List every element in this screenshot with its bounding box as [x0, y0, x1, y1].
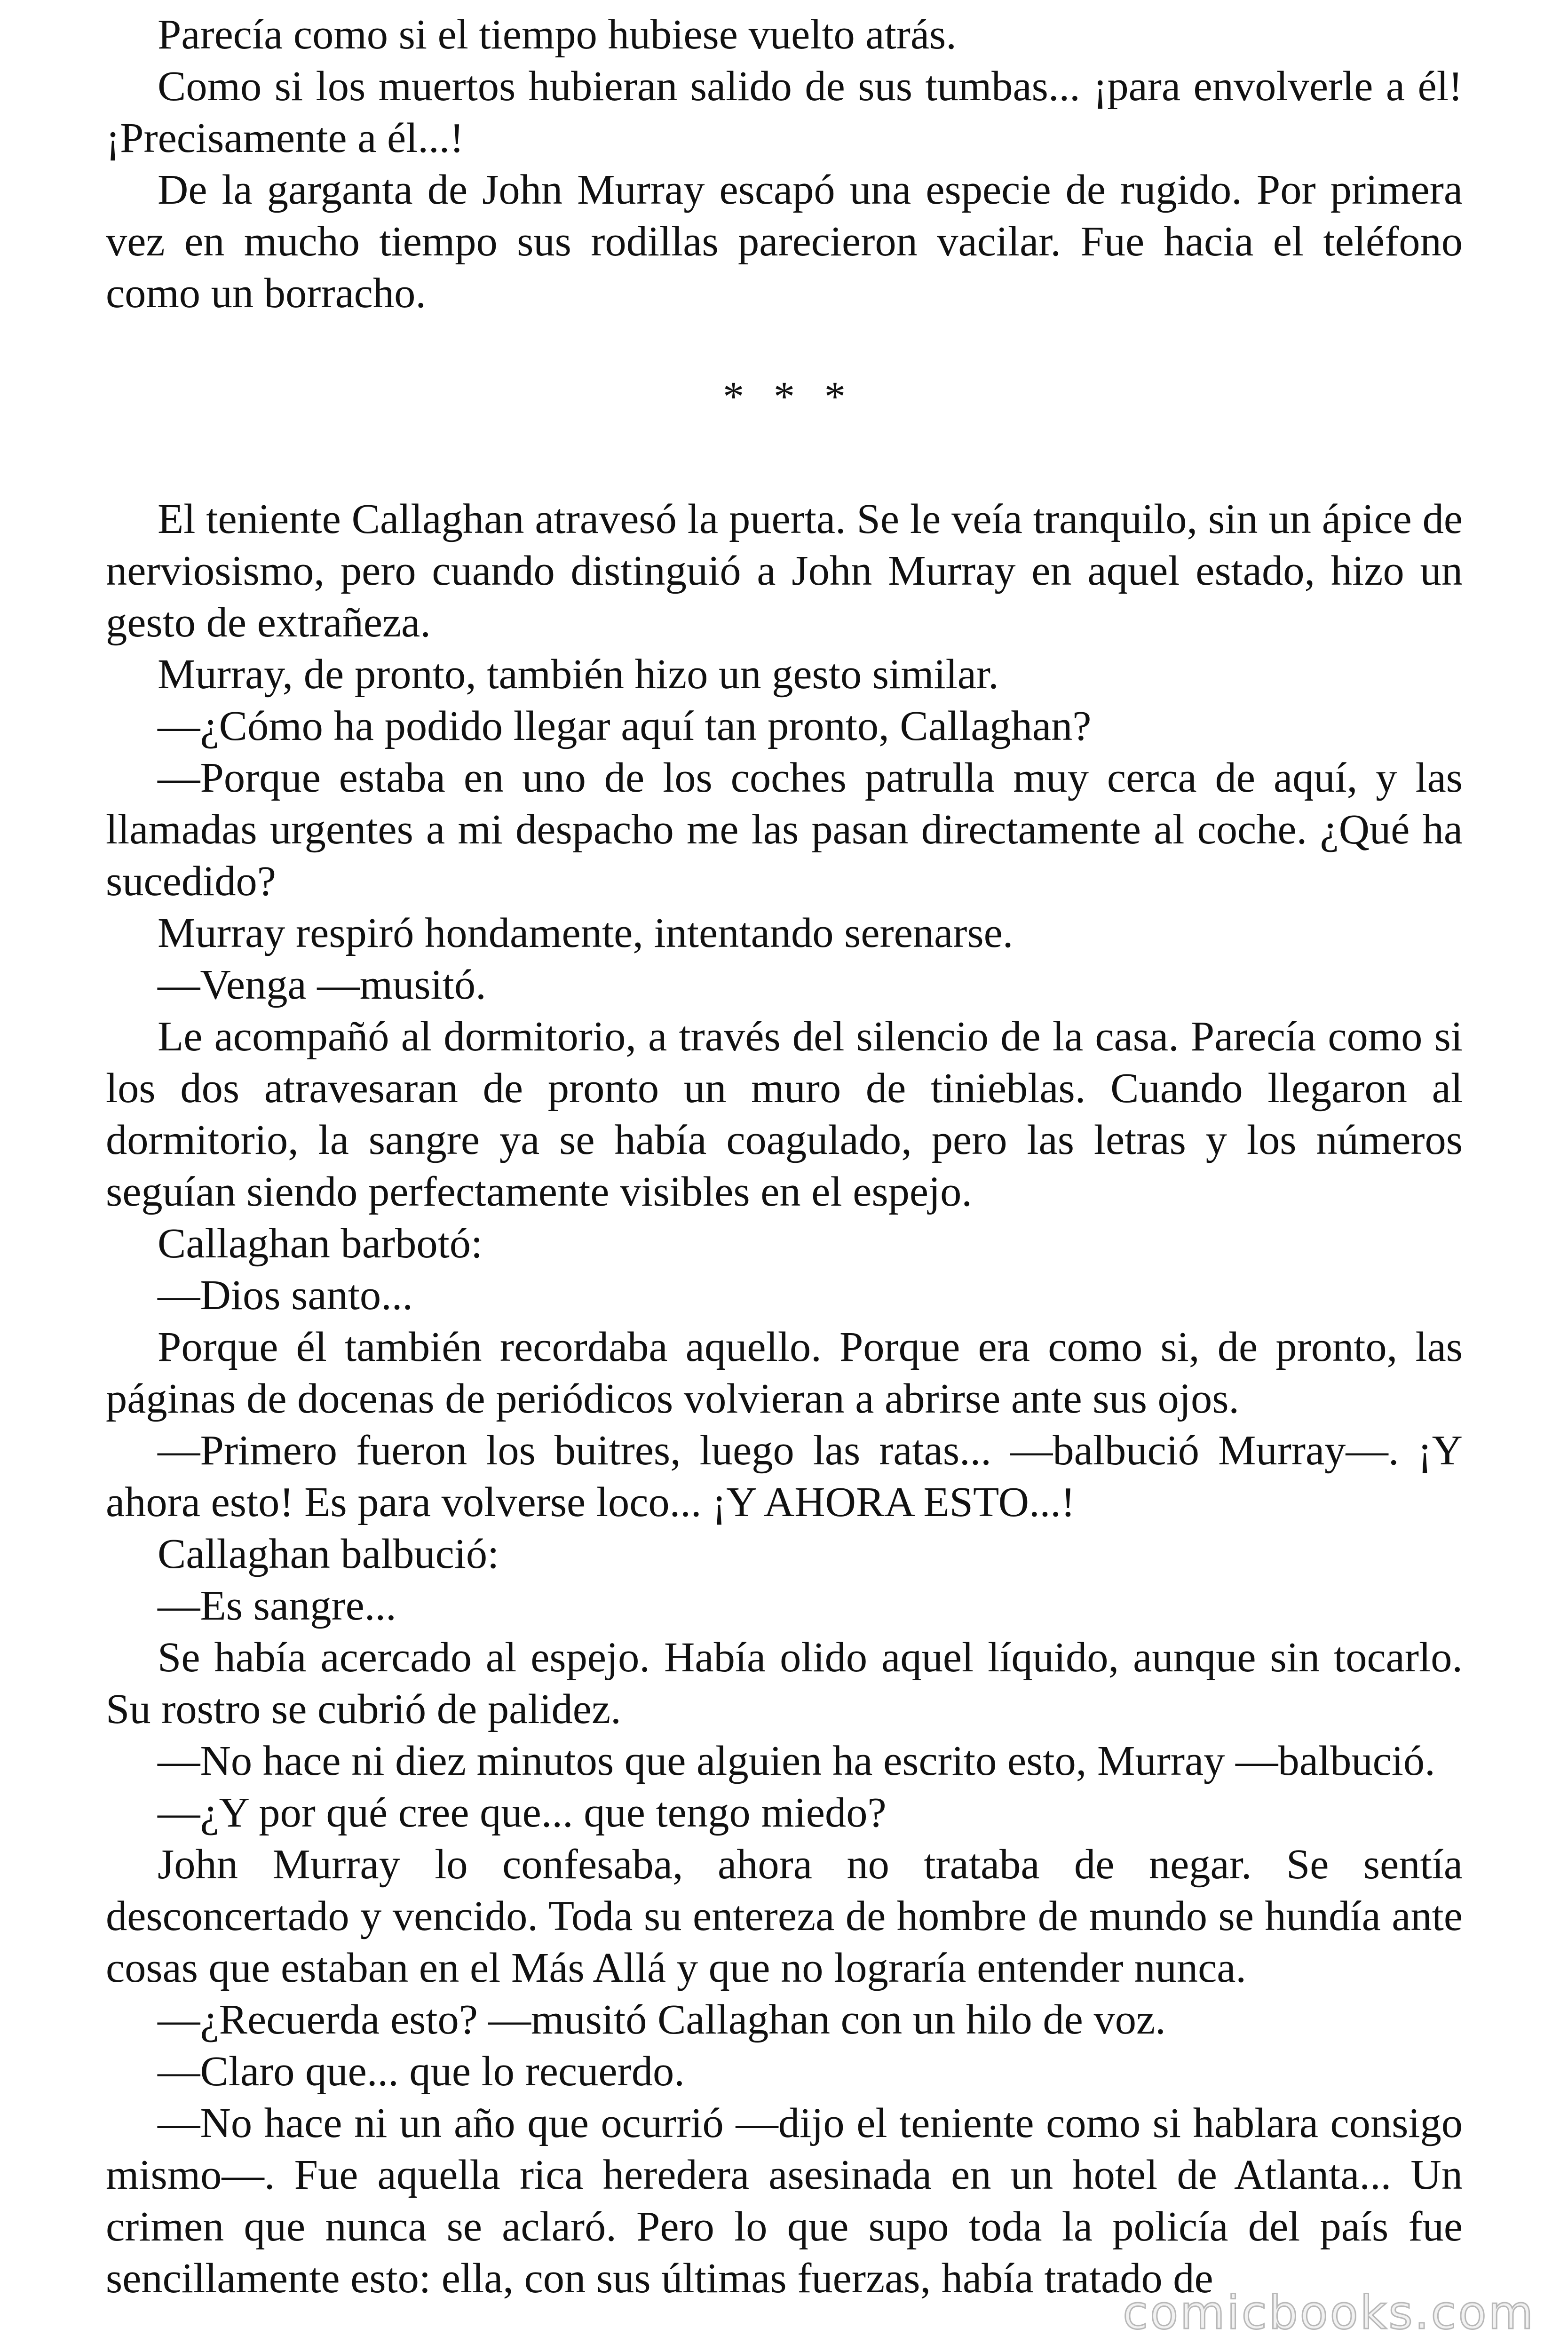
paragraph-17: Se había acercado al espejo. Había olido aquel líquido, aunque sin tocarlo. Su rostro se cubrió de palidez.: [106, 1633, 1463, 1732]
paragraph-10: Le acompañó al dormitorio, a través del silencio de la casa. Parecía como si los dos atravesaran de pronto un muro de tinieblas. Cuando llegaron al dormitorio, la sangre ya se había coagulado, pero las letras y los números seguían siendo perfectamente visibles en el espejo.: [106, 1012, 1463, 1215]
section-separator: * * *: [723, 373, 855, 420]
paragraph-19: —¿Y por qué cree que... que tengo miedo?: [158, 1788, 887, 1836]
book-page: [106, 8, 1463, 2304]
watermark-logo: comicbooks.com: [1123, 2286, 1535, 2340]
paragraph-14: —Primero fueron los buitres, luego las ratas... —balbució Murray—. ¡Y ahora esto! Es para volverse loco... ¡Y AHORA ESTO...!: [106, 1426, 1463, 1526]
paragraph-16: —Es sangre...: [158, 1581, 396, 1629]
paragraph-20: John Murray lo confesaba, ahora no trataba de negar. Se sentía desconcertado y vencido. Toda su entereza de hombre de mundo se hundía ante cosas que estaban en el Más Allá y que no lograría entender nunca.: [106, 1840, 1463, 1991]
paragraph-5: Murray, de pronto, también hizo un gesto similar.: [158, 650, 999, 698]
paragraph-4: El teniente Callaghan atravesó la puerta. Se le veía tranquilo, sin un ápice de nerviosismo, pero cuando distinguió a John Murray en aquel estado, hizo un gesto de extrañeza.: [106, 495, 1463, 646]
paragraph-13: Porque él también recordaba aquello. Porque era como si, de pronto, las páginas de docenas de periódicos volvieran a abrirse ante sus ojos.: [106, 1323, 1463, 1422]
paragraph-15: Callaghan balbució:: [158, 1530, 499, 1577]
paragraph-12: —Dios santo...: [158, 1271, 413, 1319]
paragraph-7: —Porque estaba en uno de los coches patrulla muy cerca de aquí, y las llamadas urgentes a mi despacho me las pasan directamente al coche. ¿Qué ha sucedido?: [106, 754, 1463, 905]
paragraph-9: —Venga —musitó.: [158, 961, 486, 1008]
paragraph-2: Como si los muertos hubieran salido de sus tumbas... ¡para envolverle a él! ¡Precisamente a él...!: [106, 62, 1463, 161]
paragraph-21: —¿Recuerda esto? —musitó Callaghan con un hilo de voz.: [158, 1995, 1166, 2043]
paragraph-11: Callaghan barbotó:: [158, 1219, 483, 1267]
paragraph-18: —No hace ni diez minutos que alguien ha escrito esto, Murray —balbució.: [158, 1737, 1435, 1784]
paragraph-1: Parecía como si el tiempo hubiese vuelto atrás.: [158, 10, 957, 58]
paragraph-22: —Claro que... que lo recuerdo.: [158, 2047, 685, 2095]
paragraph-23: —No hace ni un año que ocurrió —dijo el teniente como si hablara consigo mismo—. Fue aquella rica heredera asesinada en un hotel de Atlanta... Un crimen que nunca se aclaró. Pero lo que supo toda la policía del país fue sencillamente esto: ella, con sus últimas fuerzas, había tratado de: [106, 2099, 1463, 2302]
paragraph-6: —¿Cómo ha podido llegar aquí tan pronto, Callaghan?: [158, 702, 1092, 749]
paragraph-8: Murray respiró hondamente, intentando serenarse.: [158, 909, 1014, 956]
paragraph-3: De la garganta de John Murray escapó una especie de rugido. Por primera vez en mucho tiempo sus rodillas parecieron vacilar. Fue hacia el teléfono como un borracho.: [106, 166, 1463, 317]
